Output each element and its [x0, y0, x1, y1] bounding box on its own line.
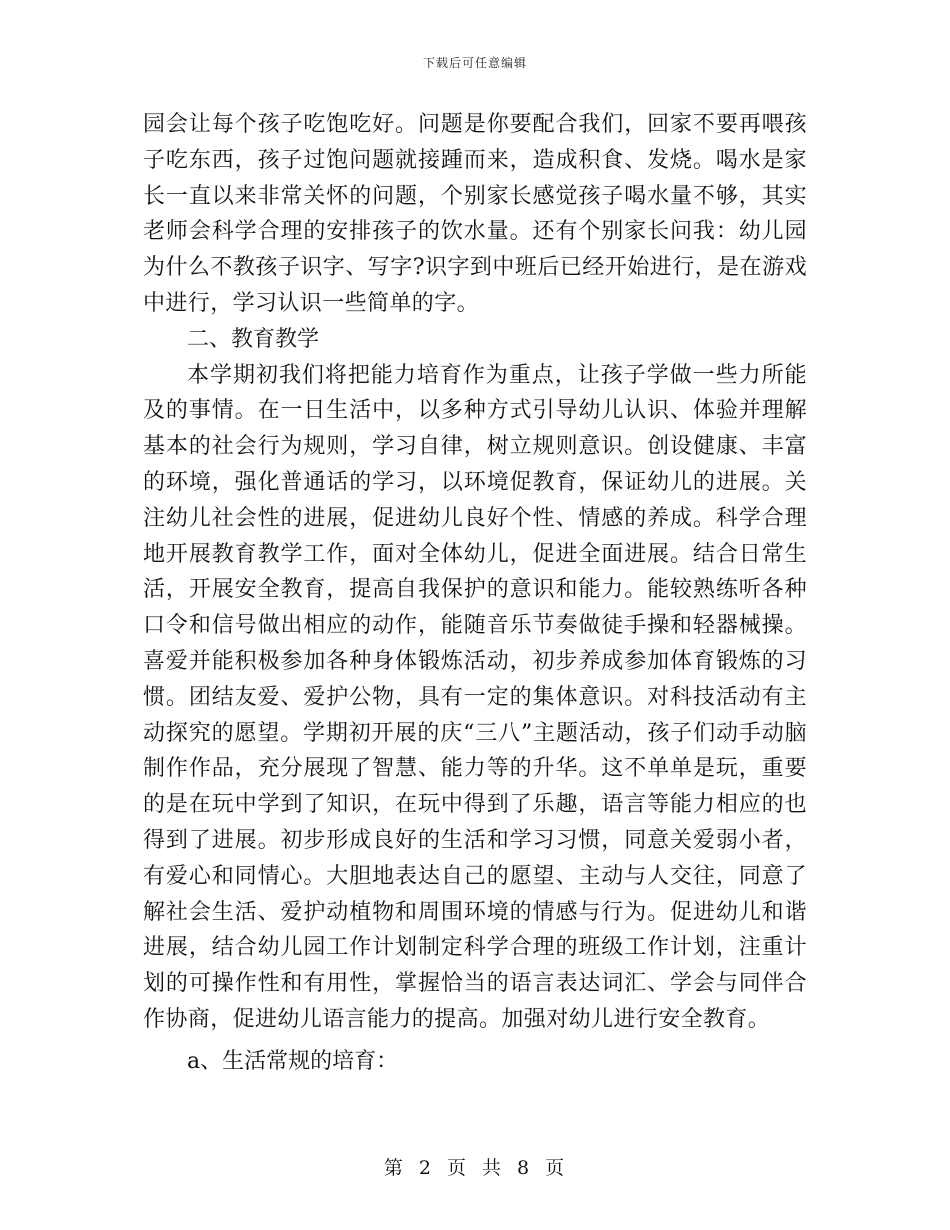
paragraph-education: 本学期初我们将把能力培育作为重点，让孩子学做一些力所能及的事情。在一日生活中，以多种方式引导幼儿认识、体验并理解基本的社会行为规则，学习自律，树立规则意识。创设健康、丰富的环境，强化普通话的学习，以环境促教育，保证幼儿的进展。关注幼儿社会性的进展，促进幼儿良好个性、情感的养成。科学合理地开展教育教学工作，面对全体幼儿，促进全面进展。结合日常生活，开展安全教育，提高自我保护的意识和能力。能较熟练听各种口令和信号做出相应的动作，能随音乐节奏做徒手操和轻器械操。喜爱并能积极参加各种身体锻炼活动，初步养成参加体育锻炼的习惯。团结友爱、爱护公物，具有一定的集体意识。对科技活动有主动探究的愿望。学期初开展的庆“三八”主题活动，孩子们动手动脑制作作品，充分展现了智慧、能力等的升华。这不单单是玩，重要的是在玩中学到了知识，在玩中得到了乐趣，语言等能力相应的也得到了进展。初步形成良好的生活和学习习惯，同意关爱弱小者，有爱心和同情心。大胆地表达自己的愿望、主动与人交往，同意了解社会生活、爱护动植物和周围环境的情感与行为。促进幼儿和谐进展，结合幼儿园工作计划制定科学合理的班级工作计划，注重计划的可操作性和有用性，掌握恰当的语言表达词汇、学会与同伴合作协商，促进幼儿语言能力的提高。加强对幼儿进行安全教育。 — [143, 362, 807, 1032]
page-header-note: 下载后可任意编辑 — [422, 56, 527, 70]
paragraph-continued: 园会让每个孩子吃饱吃好。问题是你要配合我们，回家不要再喂孩子吃东西，孩子过饱问题就接踵而来，造成积食、发烧。喝水是家长一直以来非常关怀的问题，个别家长感觉孩子喝水量不够，其实老师会科学合理的安排孩子的饮水量。还有个别家长问我：幼儿园为什么不教孩子识字、写字?识字到中班后已经开始进行，是在游戏中进行，学习认识一些简单的字。 — [143, 112, 807, 316]
section-heading: 二、教育教学 — [187, 326, 320, 352]
document-body — [143, 107, 807, 1080]
page-number-footer: 第 2 页 共 8 页 — [383, 1157, 567, 1179]
sub-heading-life-routine: a、生活常规的培育： — [187, 1048, 399, 1074]
